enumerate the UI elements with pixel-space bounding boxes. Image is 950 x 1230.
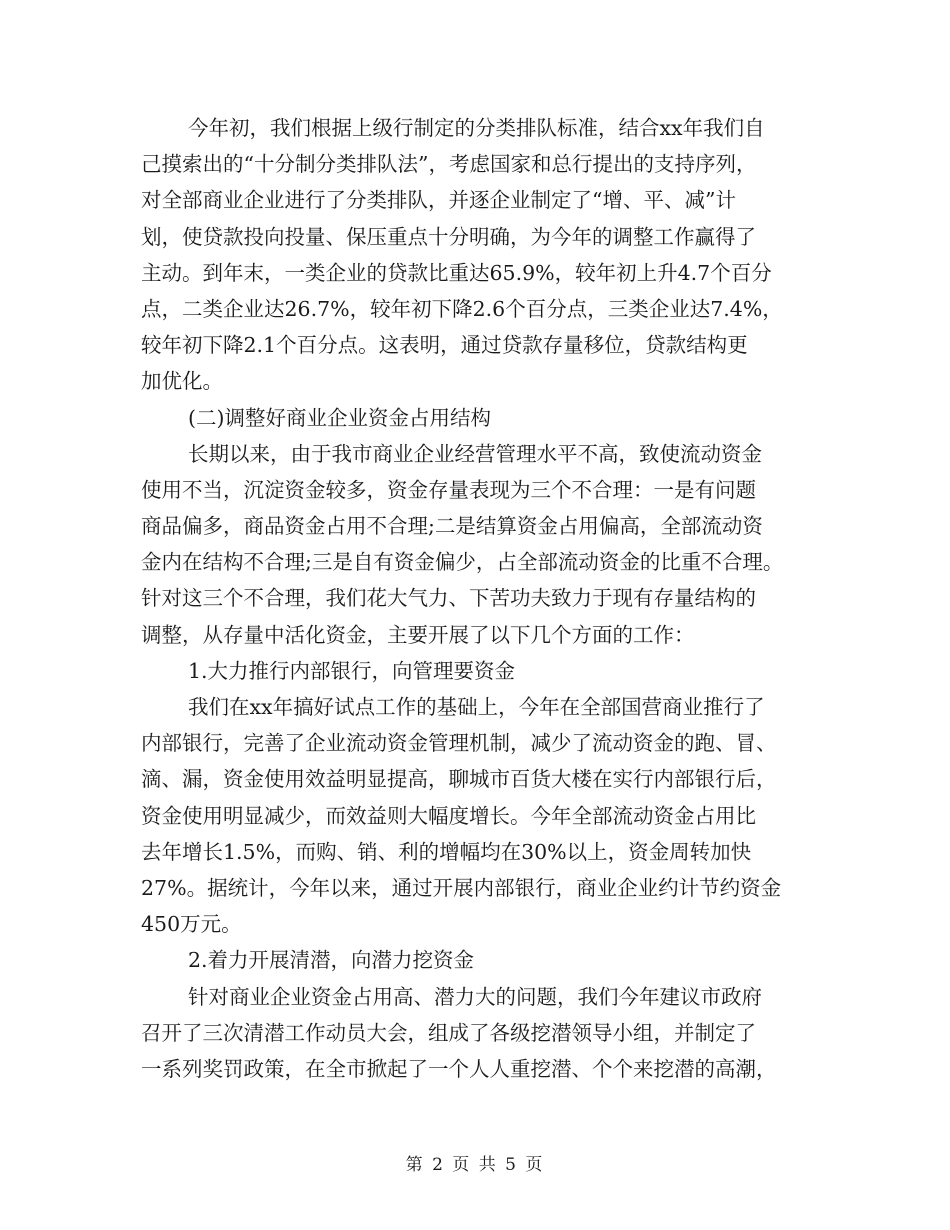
text-line: 划，使贷款投向投量、保压重点十分明确，为今年的调整工作赢得了 — [141, 224, 756, 249]
text-line: 金内在结构不合理;三是自有资金偏少，占全部流动资金的比重不合理。 — [141, 550, 784, 575]
text-line: 今年初，我们根据上级行制定的分类排队标准，结合xx年我们自 — [188, 116, 765, 140]
text-line: 主动。到年末，一类企业的贷款比重达65.9%，较年初上升4.7个百分 — [141, 260, 772, 285]
text-line: 内部银行，完善了企业流动资金管理机制，减少了流动资金的跑、冒、 — [141, 731, 777, 756]
text-line: 使用不当，沉淀资金较多，资金存量表现为三个不合理：一是有问题 — [141, 477, 756, 502]
text-line: 己摸索出的“十分制分类排队法”，考虑国家和总行提出的支持序列， — [141, 152, 757, 177]
text-line: 450万元。 — [141, 912, 242, 937]
text-line: 点，二类企业达26.7%，较年初下降2.6个百分点，三类企业达7.4%， — [141, 296, 783, 321]
text-line: 商品偏多，商品资金占用不合理;二是结算资金占用偏高，全部流动资 — [141, 514, 763, 539]
text-line: 资金使用明显减少，而效益则大幅度增长。今年全部流动资金占用比 — [141, 803, 756, 828]
text-line: 去年增长1.5%，而购、销、利的增幅均在30%以上，资金周转加快 — [141, 839, 752, 864]
text-line: 我们在xx年搞好试点工作的基础上，今年在全部国营商业推行了 — [188, 695, 765, 719]
page-footer: 第 2 页 共 5 页 — [405, 1155, 545, 1175]
text-line: 长期以来，由于我市商业企业经营管理水平不高，致使流动资金 — [188, 441, 762, 466]
text-line: 针对这三个不合理，我们花大气力、下苦功夫致力于现有存量结构的 — [141, 586, 756, 611]
text-line: 对全部商业企业进行了分类排队，并逐企业制定了“增、平、减”计 — [141, 188, 736, 213]
document-body — [141, 110, 806, 1087]
text-line: (二)调整好商业企业资金占用结构 — [188, 405, 491, 430]
text-line: 加优化。 — [141, 369, 223, 394]
text-line: 调整，从存量中活化资金，主要开展了以下几个方面的工作： — [141, 622, 695, 647]
text-line: 针对商业企业资金占用高、潜力大的问题，我们今年建议市政府 — [188, 984, 762, 1009]
text-line: 滴、漏，资金使用效益明显提高，聊城市百货大楼在实行内部银行后， — [141, 767, 777, 792]
text-line: 较年初下降2.1个百分点。这表明，通过贷款存量移位，贷款结构更 — [141, 333, 748, 358]
text-line: 一系列奖罚政策，在全市掀起了一个人人重挖潜、个个来挖潜的高潮， — [141, 1056, 777, 1081]
text-line: 27%。据统计，今年以来，通过开展内部银行，商业企业约计节约资金 — [141, 875, 782, 900]
text-line: 2.着力开展清潜，向潜力挖资金 — [188, 948, 475, 973]
text-line: 1.大力推行内部银行，向管理要资金 — [188, 658, 516, 683]
text-line: 召开了三次清潜工作动员大会，组成了各级挖潜领导小组，并制定了 — [141, 1020, 756, 1045]
